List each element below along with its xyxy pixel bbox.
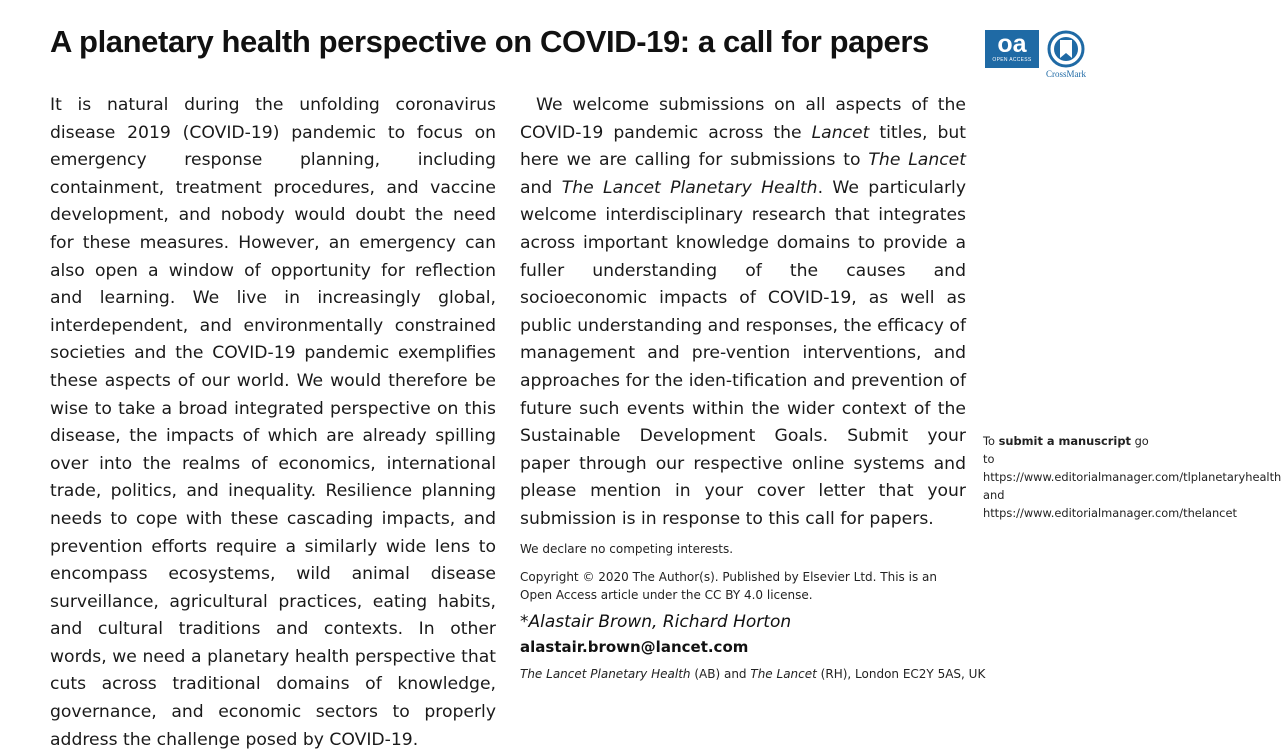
text-segment: (AB) and xyxy=(694,667,747,681)
competing-interests: We declare no competing interests. xyxy=(520,542,734,556)
article-title: A planetary health perspective on COVID-19: a call for papers xyxy=(50,24,929,59)
journal-name: The Lancet Planetary Health xyxy=(520,667,691,681)
authors: *Alastair Brown, Richard Horton xyxy=(520,612,792,632)
copyright-notice: Copyright © 2020 The Author(s). Published by Elsevier Ltd. This is an Open Access article under the CC BY 4.0 license. xyxy=(520,570,937,602)
submission-link-planetary-health[interactable]: https://www.editorialmanager.com/tlplanetaryhealth xyxy=(983,470,1281,484)
open-access-label: OPEN ACCESS xyxy=(992,57,1032,63)
affiliation xyxy=(520,667,985,681)
sidebar-text: To xyxy=(983,434,995,448)
body-column-right xyxy=(520,92,966,534)
body-column-left xyxy=(50,92,496,754)
journal-name: The Lancet xyxy=(868,150,966,171)
sidebar-text: and xyxy=(983,488,1005,502)
sidebar-strong: submit a manuscript xyxy=(998,434,1131,448)
paragraph-intro: It is natural during the unfolding coronavirus disease 2019 (COVID-19) pandemic to focus on emergency response planning, including containment, treatment procedures, and vaccine development, and nobody would doubt the need for these measures. However, an emergency can also open a window of opportunity for reflection and learning. We live in increasingly global, interdependent, and environmentally constrained societies and the COVID-19 pandemic exemplifies these aspects of our world. We would therefore be wise to take a broad integrated perspective on this disease, the impacts of which are already spilling over into the realms of economics, international trade, politics, and inequality. Resilience planning needs to cope with these cascading impacts, and prevention efforts require a similarly wide lens to encompass ecosystems, wild animal disease surveillance, agricultural practices, eating habits, and cultural traditions and contexts. In other words, we need a planetary health perspective that cuts across traditional domains of knowledge, governance, and economic sectors to properly address the challenge posed by COVID-19. xyxy=(50,95,496,750)
paragraph-call xyxy=(520,92,966,534)
submission-sidebar xyxy=(983,432,1281,522)
journal-name: The Lancet xyxy=(750,667,817,681)
text-segment: (RH), London EC2Y 5AS, UK xyxy=(820,667,986,681)
journal-name: Lancet xyxy=(811,122,870,143)
text-segment: titles, but here we are calling for submissions to xyxy=(520,122,967,171)
journal-name: The Lancet Planetary Health xyxy=(561,177,818,198)
sidebar-text: go to xyxy=(983,434,1149,466)
open-access-logo-text: oa xyxy=(997,30,1027,58)
text-segment: We welcome submissions on all aspects of the COVID-19 pandemic across the xyxy=(520,95,966,143)
crossmark-label: CrossMark xyxy=(1046,69,1086,79)
author-email[interactable]: alastair.brown@lancet.com xyxy=(520,638,749,656)
crossmark-icon xyxy=(1047,30,1085,68)
text-segment: and xyxy=(520,177,553,198)
open-access-badge[interactable] xyxy=(985,30,1039,68)
crossmark-badge[interactable] xyxy=(1042,30,1090,80)
text-segment: . We particularly welcome interdisciplinary research that integrates across important knowledge domains to provide a fuller understanding of the causes and socioeconomic impacts of COVID-19, as well as public understanding and responses, the efficacy of management and pre-vention interventions, and approaches for the iden-tification and prevention of future such events within the wider context of the Sustainable Development Goals. Submit your paper through our respective online systems and please mention in your cover letter that your submission is in response to this call for papers. xyxy=(520,177,966,529)
submission-link-lancet[interactable]: https://www.editorialmanager.com/thelancet xyxy=(983,506,1237,520)
